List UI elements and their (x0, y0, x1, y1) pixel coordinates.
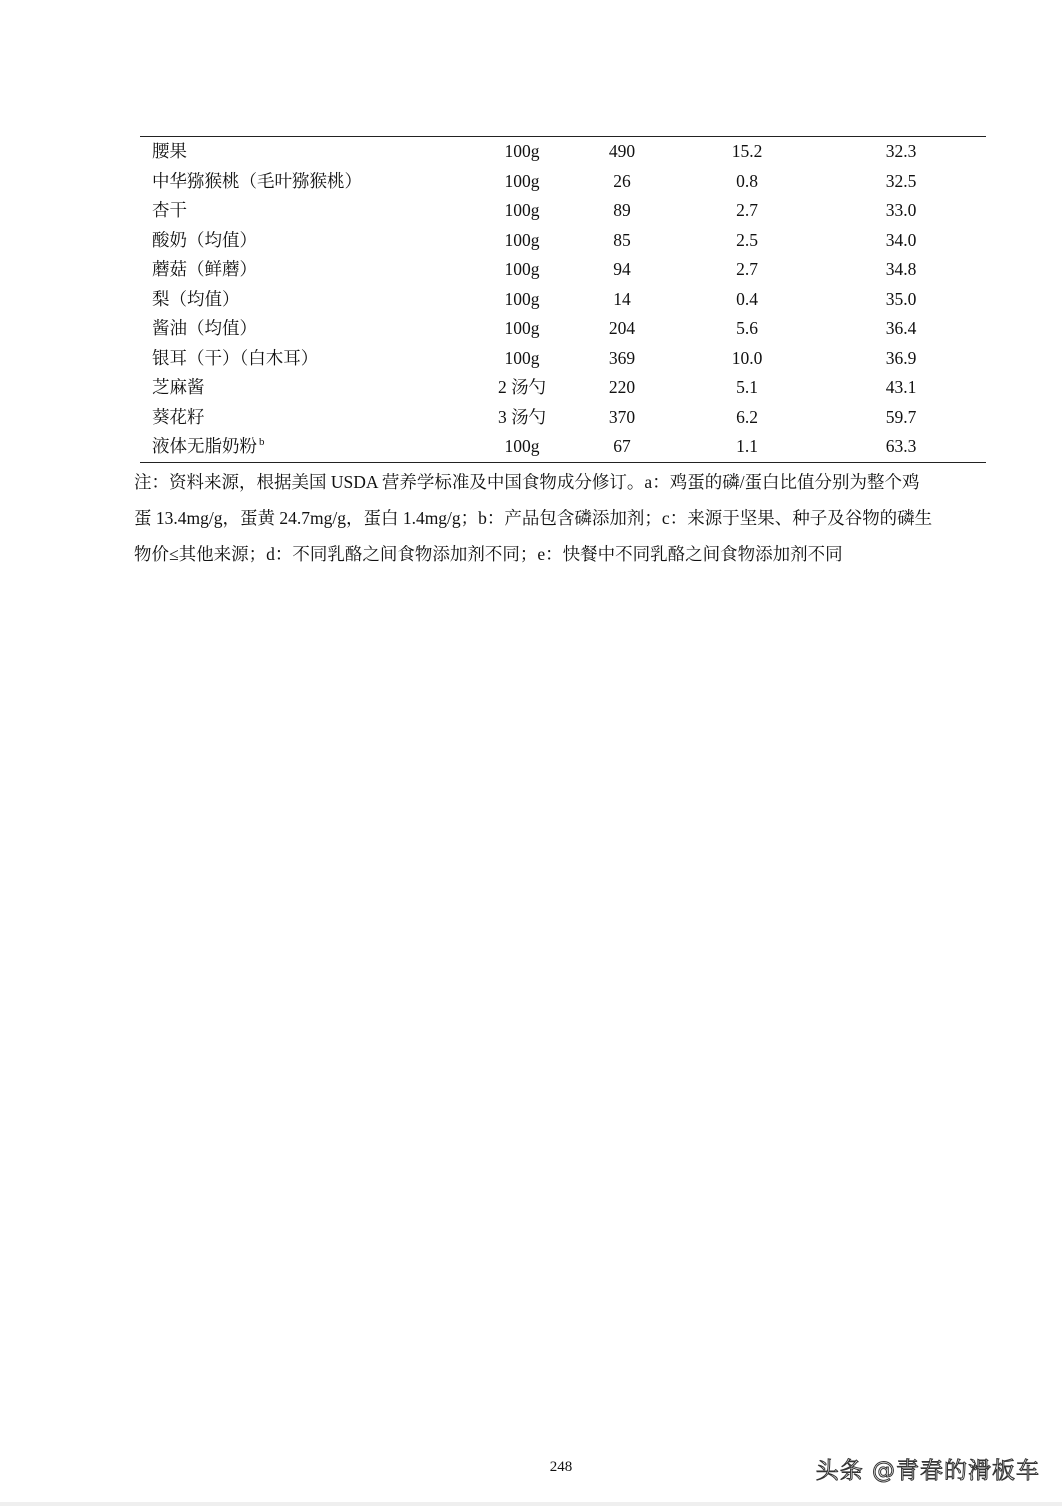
food-name-cell: 酱油（均值） (152, 318, 257, 338)
footnote-line: 物价≤其他来源；d：不同乳酪之间食物添加剂不同；e：快餐中不同乳酪之间食物添加剂不同 (134, 544, 843, 564)
food-name-cell: 芝麻酱 (152, 377, 205, 397)
serving-cell: 100g (504, 436, 540, 456)
phosphorus-cell: 490 (608, 141, 636, 161)
table-bottom-rule (140, 462, 986, 463)
protein-cell: 5.1 (736, 377, 758, 397)
phosphorus-cell: 204 (608, 318, 636, 338)
serving-cell: 100g (504, 347, 540, 368)
serving-cell: 100g (504, 318, 540, 338)
phosphorus-cell: 85 (613, 229, 631, 250)
ratio-cell: 36.4 (885, 318, 917, 338)
phosphorus-cell: 67 (613, 436, 631, 456)
footnote-line: 蛋 13.4mg/g，蛋黄 24.7mg/g，蛋白 1.4mg/g；b：产品包含磷添加剂；c：来源于坚果、种子及谷物的磷生 (134, 508, 933, 528)
ratio-cell: 33.0 (885, 200, 917, 220)
table-body (140, 137, 990, 462)
ratio-cell: 59.7 (885, 406, 917, 427)
phosphorus-cell: 94 (613, 259, 631, 279)
protein-cell: 2.7 (736, 200, 758, 220)
page-bottom-edge (0, 1502, 1062, 1506)
food-name-cell: 中华猕猴桃（毛叶猕猴桃） (152, 170, 362, 191)
food-name-cell: 酸奶（均值） (152, 229, 257, 250)
food-name-cell: 蘑菇（鲜蘑） (152, 259, 257, 279)
food-name-cell: 葵花籽 (152, 406, 205, 427)
phosphorus-cell: 220 (608, 377, 636, 397)
table-row (140, 314, 990, 344)
footnote-mark: b (259, 436, 265, 449)
protein-cell: 0.8 (736, 170, 758, 191)
table-row (140, 226, 990, 256)
table-row (140, 373, 990, 403)
table-row (140, 403, 990, 433)
phosphorus-cell: 369 (608, 347, 636, 368)
ratio-cell: 36.9 (885, 347, 917, 368)
food-name-cell: 银耳（干）（白木耳） (152, 347, 319, 368)
food-name-cell: 腰果 (152, 141, 187, 161)
phosphorus-cell: 14 (613, 288, 631, 309)
ratio-cell: 35.0 (885, 288, 917, 309)
protein-cell: 2.5 (736, 229, 758, 250)
serving-cell: 100g (504, 170, 540, 191)
protein-cell: 2.7 (736, 259, 758, 279)
phosphorus-cell: 89 (613, 200, 631, 220)
table-row (140, 196, 990, 226)
phosphorus-cell: 370 (608, 406, 636, 427)
ratio-cell: 34.8 (885, 259, 917, 279)
food-name-cell: 杏干 (152, 200, 187, 220)
page-number: 248 (549, 1459, 573, 1475)
serving-cell: 100g (504, 259, 540, 279)
food-table (140, 137, 990, 462)
protein-cell: 5.6 (736, 318, 758, 338)
table-footnote (134, 464, 994, 572)
serving-cell: 100g (504, 200, 540, 220)
table-row (140, 285, 990, 315)
ratio-cell: 43.1 (885, 377, 917, 397)
ratio-cell: 32.3 (885, 141, 917, 161)
table-row (140, 137, 990, 167)
protein-cell: 6.2 (736, 406, 758, 427)
ratio-cell: 63.3 (885, 436, 917, 456)
table-row (140, 167, 990, 197)
ratio-cell: 32.5 (885, 170, 917, 191)
food-name-cell: 梨（均值） (152, 288, 240, 309)
table-row (140, 344, 990, 374)
protein-cell: 1.1 (736, 436, 758, 456)
table-row (140, 255, 990, 285)
ratio-cell: 34.0 (885, 229, 917, 250)
protein-cell: 0.4 (736, 288, 758, 309)
serving-cell: 2 汤勺 (497, 377, 547, 397)
serving-cell: 100g (504, 141, 540, 161)
protein-cell: 15.2 (731, 141, 763, 161)
serving-cell: 100g (504, 288, 540, 309)
food-name-cell: 液体无脂奶粉 $^b$ (152, 436, 265, 456)
serving-cell: 3 汤勺 (497, 406, 547, 427)
footnote-line: 注：资料来源，根据美国 USDA 营养学标准及中国食物成分修订。a：鸡蛋的磷/蛋白比值分别为整个鸡 (134, 472, 920, 492)
watermark: 头条 @青春的滑板车 (815, 1458, 1040, 1484)
table-row (140, 432, 990, 462)
phosphorus-cell: 26 (613, 170, 631, 191)
protein-cell: 10.0 (731, 347, 763, 368)
phosphorus-protein-table (140, 136, 986, 463)
serving-cell: 100g (504, 229, 540, 250)
